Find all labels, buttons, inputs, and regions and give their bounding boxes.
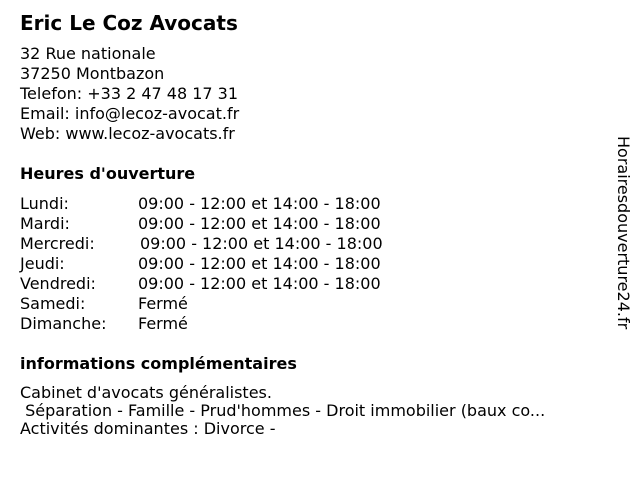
- phone-number: Telefon: +33 2 47 48 17 31: [20, 84, 239, 103]
- day-hours: 09:00 - 12:00 et 14:00 - 18:00: [138, 254, 381, 273]
- day-label: Dimanche:: [20, 314, 107, 333]
- street-address: 32 Rue nationale: [20, 44, 156, 63]
- business-name: Eric Le Coz Avocats: [20, 11, 238, 35]
- day-label: Samedi:: [20, 294, 86, 313]
- day-hours: Fermé: [138, 294, 188, 313]
- additional-info-block: [20, 384, 545, 438]
- day-hours: 09:00 - 12:00 et 14:00 - 18:00: [138, 274, 381, 293]
- day-label: Mardi:: [20, 214, 70, 233]
- additional-info-heading: informations complémentaires: [20, 354, 297, 373]
- day-label: Lundi:: [20, 194, 69, 213]
- opening-hours-heading: Heures d'ouverture: [20, 164, 196, 183]
- info-line: Activités dominantes : Divorce -: [20, 419, 276, 438]
- city-postcode: 37250 Montbazon: [20, 64, 165, 83]
- day-hours: 09:00 - 12:00 et 14:00 - 18:00: [138, 214, 381, 233]
- info-line: Cabinet d'avocats généralistes.: [20, 383, 272, 402]
- contact-block: [20, 44, 239, 144]
- email-address: Email: info@lecoz-avocat.fr: [20, 104, 240, 123]
- day-hours: 09:00 - 12:00 et 14:00 - 18:00: [138, 194, 381, 213]
- day-label: Mercredi:: [20, 234, 95, 253]
- day-hours: 09:00 - 12:00 et 14:00 - 18:00: [140, 234, 383, 253]
- website-address: Web: www.lecoz-avocats.fr: [20, 124, 235, 143]
- day-label: Vendredi:: [20, 274, 96, 293]
- day-hours: Fermé: [138, 314, 188, 333]
- day-label: Jeudi:: [20, 254, 65, 273]
- info-line: Séparation - Famille - Prud'hommes - Droit immobilier (baux co...: [20, 401, 546, 420]
- site-watermark: Horairesdouverture24.fr: [614, 136, 633, 330]
